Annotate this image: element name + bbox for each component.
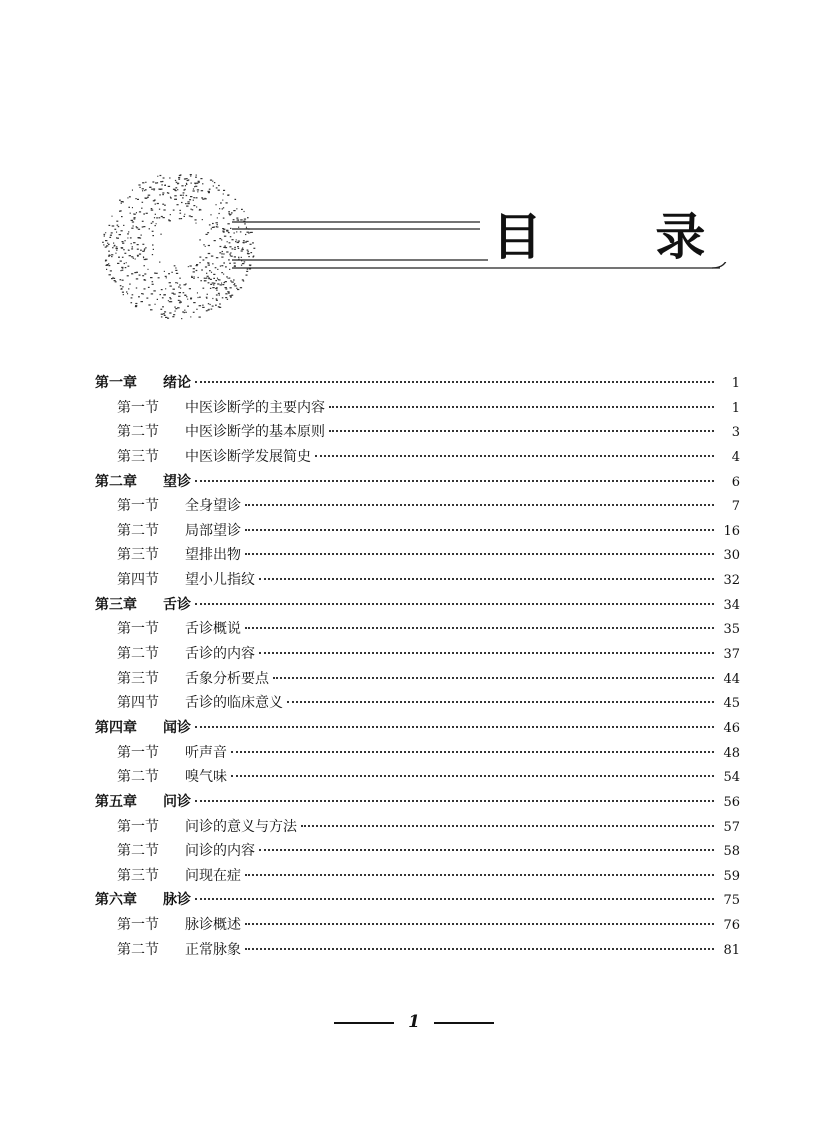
entry-title: 中医诊断学的主要内容 — [185, 399, 325, 416]
entry-label: 第二节 — [117, 424, 159, 441]
dot-leader — [287, 701, 714, 703]
entry-label: 第二节 — [117, 941, 159, 958]
entry-label: 第六章 — [95, 892, 137, 909]
toc-section-entry[interactable] — [95, 519, 740, 544]
dot-leader — [245, 529, 714, 531]
entry-label: 第三节 — [117, 547, 159, 564]
entry-title: 中医诊断学的基本原则 — [185, 424, 325, 441]
entry-label: 第三节 — [117, 448, 159, 465]
toc-section-entry[interactable] — [95, 938, 740, 963]
entry-label: 第二节 — [117, 646, 159, 663]
toc-chapter-entry[interactable] — [95, 470, 740, 495]
dot-leader — [245, 948, 714, 950]
entry-page-number: 1 — [731, 400, 740, 416]
entry-title: 问诊的意义与方法 — [185, 818, 297, 835]
entry-title: 问诊 — [163, 793, 191, 810]
entry-page-number: 58 — [723, 844, 740, 860]
entry-page-number: 30 — [723, 548, 740, 564]
dot-leader — [195, 603, 714, 605]
entry-page-number: 48 — [723, 745, 740, 761]
table-of-contents — [95, 371, 740, 962]
entry-label: 第三节 — [117, 867, 159, 884]
entry-title: 嗅气味 — [185, 769, 227, 786]
toc-chapter-entry[interactable] — [95, 371, 740, 396]
entry-label: 第三节 — [117, 670, 159, 687]
entry-title: 舌诊 — [163, 596, 191, 613]
dot-leader — [329, 406, 714, 408]
entry-title: 局部望诊 — [185, 522, 241, 539]
dot-leader — [259, 652, 714, 654]
toc-section-entry[interactable] — [95, 568, 740, 593]
toc-section-entry[interactable] — [95, 642, 740, 667]
toc-section-entry[interactable] — [95, 864, 740, 889]
entry-page-number: 7 — [731, 499, 740, 515]
entry-page-number: 35 — [723, 622, 740, 638]
toc-section-entry[interactable] — [95, 741, 740, 766]
dot-leader — [245, 923, 714, 925]
dot-leader — [301, 825, 714, 827]
toc-section-entry[interactable] — [95, 815, 740, 840]
entry-title: 全身望诊 — [185, 498, 241, 515]
entry-label: 第二节 — [117, 843, 159, 860]
toc-chapter-entry[interactable] — [95, 888, 740, 913]
entry-title: 望诊 — [163, 473, 191, 490]
toc-section-entry[interactable] — [95, 667, 740, 692]
entry-page-number: 6 — [731, 474, 740, 490]
toc-section-entry[interactable] — [95, 765, 740, 790]
entry-page-number: 46 — [723, 720, 740, 736]
entry-page-number: 45 — [723, 696, 740, 712]
entry-label: 第二章 — [95, 473, 137, 490]
entry-page-number: 76 — [723, 918, 740, 934]
dot-leader — [259, 849, 714, 851]
footer-rule-left — [334, 1022, 394, 1024]
toc-section-entry[interactable] — [95, 396, 740, 421]
entry-title: 舌诊的内容 — [185, 646, 255, 663]
toc-chapter-entry[interactable] — [95, 716, 740, 741]
dot-leader — [231, 775, 714, 777]
decorative-ornament-icon — [98, 168, 258, 324]
entry-label: 第一节 — [117, 498, 159, 515]
entry-title: 正常脉象 — [185, 941, 241, 958]
toc-section-entry[interactable] — [95, 494, 740, 519]
entry-page-number: 81 — [723, 942, 740, 958]
entry-page-number: 59 — [723, 868, 740, 884]
dot-leader — [329, 430, 714, 432]
toc-section-entry[interactable] — [95, 445, 740, 470]
dot-leader — [273, 677, 714, 679]
entry-page-number: 37 — [723, 647, 740, 663]
entry-page-number: 32 — [723, 573, 740, 589]
entry-page-number: 44 — [723, 671, 740, 687]
entry-title: 舌象分析要点 — [185, 670, 269, 687]
entry-label: 第五章 — [95, 793, 137, 810]
entry-title: 脉诊 — [163, 892, 191, 909]
entry-label: 第一节 — [117, 917, 159, 934]
dot-leader — [195, 898, 714, 900]
entry-title: 问现在症 — [185, 867, 241, 884]
entry-title: 听声音 — [185, 744, 227, 761]
footer-rule-right — [434, 1022, 494, 1024]
entry-title: 舌诊概说 — [185, 621, 241, 638]
dot-leader — [195, 480, 714, 482]
entry-label: 第四节 — [117, 572, 159, 589]
entry-page-number: 34 — [723, 597, 740, 613]
toc-chapter-entry[interactable] — [95, 593, 740, 618]
dot-leader — [195, 726, 714, 728]
entry-label: 第四节 — [117, 695, 159, 712]
dot-leader — [259, 578, 714, 580]
entry-page-number: 4 — [731, 449, 740, 465]
toc-section-entry[interactable] — [95, 543, 740, 568]
entry-page-number: 57 — [723, 819, 740, 835]
dot-leader — [315, 455, 714, 457]
dot-leader — [231, 751, 714, 753]
entry-title: 望排出物 — [185, 547, 241, 564]
entry-label: 第二节 — [117, 769, 159, 786]
entry-page-number: 56 — [723, 794, 740, 810]
entry-label: 第一节 — [117, 399, 159, 416]
page-footer — [0, 1012, 828, 1032]
toc-section-entry[interactable] — [95, 913, 740, 938]
entry-label: 第一节 — [117, 744, 159, 761]
entry-title: 脉诊概述 — [185, 917, 241, 934]
toc-section-entry[interactable] — [95, 420, 740, 445]
toc-chapter-entry[interactable] — [95, 790, 740, 815]
entry-label: 第一节 — [117, 818, 159, 835]
dot-leader — [245, 874, 714, 876]
entry-page-number: 1 — [731, 376, 740, 391]
toc-section-entry[interactable] — [95, 839, 740, 864]
dot-leader — [195, 800, 714, 802]
toc-section-entry[interactable] — [95, 691, 740, 716]
entry-page-number: 3 — [731, 425, 740, 441]
entry-title: 望小儿指纹 — [185, 572, 255, 589]
entry-page-number: 75 — [723, 893, 740, 909]
entry-title: 闻诊 — [163, 719, 191, 736]
entry-title: 中医诊断学发展简史 — [185, 448, 311, 465]
entry-label: 第二节 — [117, 522, 159, 539]
entry-page-number: 16 — [723, 523, 740, 539]
dot-leader — [245, 504, 714, 506]
page-title: 目 录 — [488, 212, 757, 262]
entry-label: 第四章 — [95, 719, 137, 736]
page-number: 1 — [408, 1012, 420, 1032]
entry-title: 绪论 — [163, 375, 191, 391]
dot-leader — [245, 627, 714, 629]
dot-leader — [195, 381, 714, 383]
entry-label: 第一章 — [95, 375, 137, 391]
dot-leader — [245, 553, 714, 555]
entry-page-number: 54 — [723, 770, 740, 786]
toc-section-entry[interactable] — [95, 617, 740, 642]
entry-title: 舌诊的临床意义 — [185, 695, 283, 712]
entry-title: 问诊的内容 — [185, 843, 255, 860]
entry-label: 第三章 — [95, 596, 137, 613]
entry-label: 第一节 — [117, 621, 159, 638]
